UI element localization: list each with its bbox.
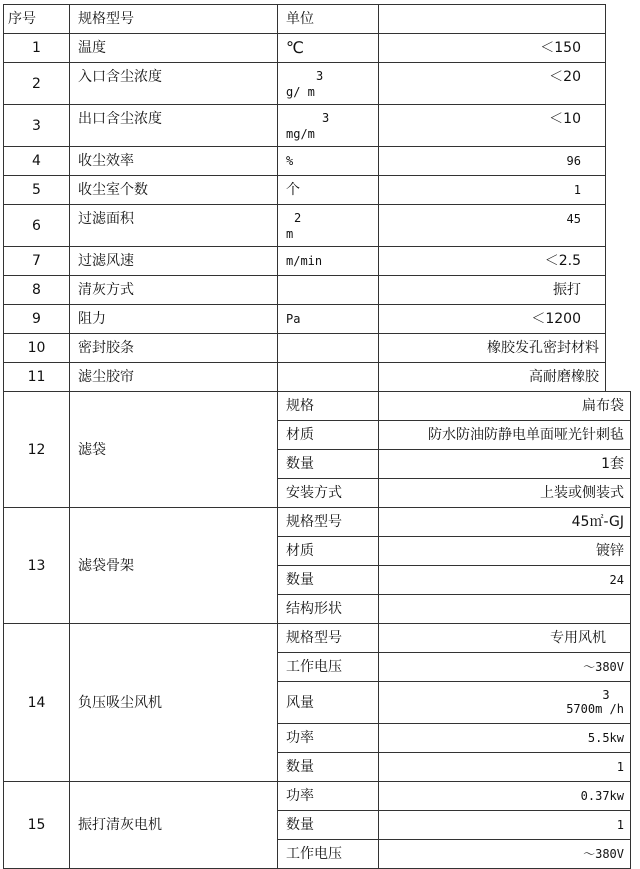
table-row xyxy=(4,105,631,147)
row-seq: 7 xyxy=(4,247,70,276)
table-row xyxy=(4,176,631,205)
blank-cell xyxy=(606,334,631,363)
group-name: 滤袋骨架 xyxy=(70,508,278,624)
sub-value: 专用风机 xyxy=(379,624,631,653)
unit-base: mg/m xyxy=(286,127,315,141)
sub-label: 规格型号 xyxy=(278,508,379,537)
row-value: ＜10 xyxy=(379,105,606,147)
row-seq: 8 xyxy=(4,276,70,305)
table-row xyxy=(4,34,631,63)
row-seq: 10 xyxy=(4,334,70,363)
table-row xyxy=(4,363,631,392)
group-seq: 14 xyxy=(4,624,70,782)
row-unit: m/min xyxy=(278,247,379,276)
unit-sup: 3 xyxy=(322,111,330,125)
table-row xyxy=(4,247,631,276)
sub-label: 数量 xyxy=(278,450,379,479)
sub-label: 材质 xyxy=(278,537,379,566)
row-name: 滤尘胶帘 xyxy=(70,363,278,392)
header-seq: 序号 xyxy=(4,5,70,34)
table-row xyxy=(4,624,631,653)
sub-label: 数量 xyxy=(278,753,379,782)
value-sup: 3 xyxy=(602,688,610,702)
sub-label: 工作电压 xyxy=(278,653,379,682)
header-value xyxy=(379,5,606,34)
value-composite xyxy=(566,688,624,717)
row-name: 入口含尘浓度 xyxy=(70,63,278,105)
row-name: 温度 xyxy=(70,34,278,63)
sub-label: 结构形状 xyxy=(278,595,379,624)
blank-cell xyxy=(606,276,631,305)
table-row xyxy=(4,334,631,363)
row-unit xyxy=(278,205,379,247)
row-value: 1 xyxy=(379,176,606,205)
sub-label: 功率 xyxy=(278,782,379,811)
sub-value: 1 xyxy=(379,753,631,782)
group-seq: 15 xyxy=(4,782,70,869)
sub-value: 24 xyxy=(379,566,631,595)
sub-value: 1 xyxy=(379,811,631,840)
blank-cell xyxy=(606,63,631,105)
sub-value: 5.5kw xyxy=(379,724,631,753)
sub-label: 规格型号 xyxy=(278,624,379,653)
table-row xyxy=(4,147,631,176)
row-name: 过滤面积 xyxy=(70,205,278,247)
table-row xyxy=(4,205,631,247)
sub-label: 材质 xyxy=(278,421,379,450)
row-unit xyxy=(278,276,379,305)
blank-cell xyxy=(606,147,631,176)
row-value: ＜1200 xyxy=(379,305,606,334)
row-unit: 个 xyxy=(278,176,379,205)
value-tail: /h xyxy=(609,702,624,716)
row-seq: 2 xyxy=(4,63,70,105)
value-base: 5700m xyxy=(566,702,603,716)
row-value: 高耐磨橡胶 xyxy=(379,363,606,392)
table-row xyxy=(4,782,631,811)
sub-value: 上装或侧装式 xyxy=(379,479,631,508)
group-name: 滤袋 xyxy=(70,392,278,508)
unit-base: g/ m xyxy=(286,85,315,99)
row-unit xyxy=(278,334,379,363)
sub-value xyxy=(379,595,631,624)
table-row xyxy=(4,276,631,305)
row-name: 收尘室个数 xyxy=(70,176,278,205)
row-seq: 11 xyxy=(4,363,70,392)
row-unit: ℃ xyxy=(278,34,379,63)
group-seq: 12 xyxy=(4,392,70,508)
row-seq: 6 xyxy=(4,205,70,247)
sub-label: 功率 xyxy=(278,724,379,753)
row-unit xyxy=(278,105,379,147)
sub-value xyxy=(379,682,631,724)
sub-value: 扁布袋 xyxy=(379,392,631,421)
row-seq: 4 xyxy=(4,147,70,176)
blank-cell xyxy=(606,105,631,147)
blank-cell xyxy=(606,205,631,247)
row-name: 收尘效率 xyxy=(70,147,278,176)
sub-label: 数量 xyxy=(278,566,379,595)
row-unit: % xyxy=(278,147,379,176)
spec-table xyxy=(3,4,631,869)
row-unit: Pa xyxy=(278,305,379,334)
sub-value: 防水防油防静电单面哑光针刺毡 xyxy=(379,421,631,450)
sub-label: 安装方式 xyxy=(278,479,379,508)
row-value: 45 xyxy=(379,205,606,247)
sub-label: 规格 xyxy=(278,392,379,421)
row-seq: 1 xyxy=(4,34,70,63)
table-row xyxy=(4,63,631,105)
header-spec: 规格型号 xyxy=(70,5,278,34)
row-value: 振打 xyxy=(379,276,606,305)
group-name: 负压吸尘风机 xyxy=(70,624,278,782)
blank-cell xyxy=(606,176,631,205)
row-name: 密封胶条 xyxy=(70,334,278,363)
row-value: ＜20 xyxy=(379,63,606,105)
unit-base: m xyxy=(286,227,294,241)
blank-cell xyxy=(606,305,631,334)
sub-value: ～380V xyxy=(379,653,631,682)
header-row xyxy=(4,5,631,34)
row-seq: 9 xyxy=(4,305,70,334)
blank-cell xyxy=(606,34,631,63)
blank-cell xyxy=(606,363,631,392)
table-row xyxy=(4,508,631,537)
sub-value: 1套 xyxy=(379,450,631,479)
row-seq: 5 xyxy=(4,176,70,205)
header-unit: 单位 xyxy=(278,5,379,34)
row-name: 清灰方式 xyxy=(70,276,278,305)
sub-value: 0.37kw xyxy=(379,782,631,811)
sub-label: 数量 xyxy=(278,811,379,840)
unit-sup: 3 xyxy=(316,69,324,83)
row-name: 出口含尘浓度 xyxy=(70,105,278,147)
row-name: 阻力 xyxy=(70,305,278,334)
sub-value: ～380V xyxy=(379,840,631,869)
row-value: 96 xyxy=(379,147,606,176)
table-row xyxy=(4,305,631,334)
group-seq: 13 xyxy=(4,508,70,624)
sub-label: 风量 xyxy=(278,682,379,724)
row-seq: 3 xyxy=(4,105,70,147)
sub-label: 工作电压 xyxy=(278,840,379,869)
row-value: 橡胶发孔密封材料 xyxy=(379,334,606,363)
blank-cell xyxy=(606,247,631,276)
row-name: 过滤风速 xyxy=(70,247,278,276)
row-value: ＜2.5 xyxy=(379,247,606,276)
sub-value: 45㎡-GJ xyxy=(379,508,631,537)
table-row xyxy=(4,392,631,421)
sub-value: 镀锌 xyxy=(379,537,631,566)
unit-sup: 2 xyxy=(294,211,302,225)
blank-cell xyxy=(606,5,631,34)
row-value: ＜150 xyxy=(379,34,606,63)
group-name: 振打清灰电机 xyxy=(70,782,278,869)
row-unit xyxy=(278,63,379,105)
row-unit xyxy=(278,363,379,392)
